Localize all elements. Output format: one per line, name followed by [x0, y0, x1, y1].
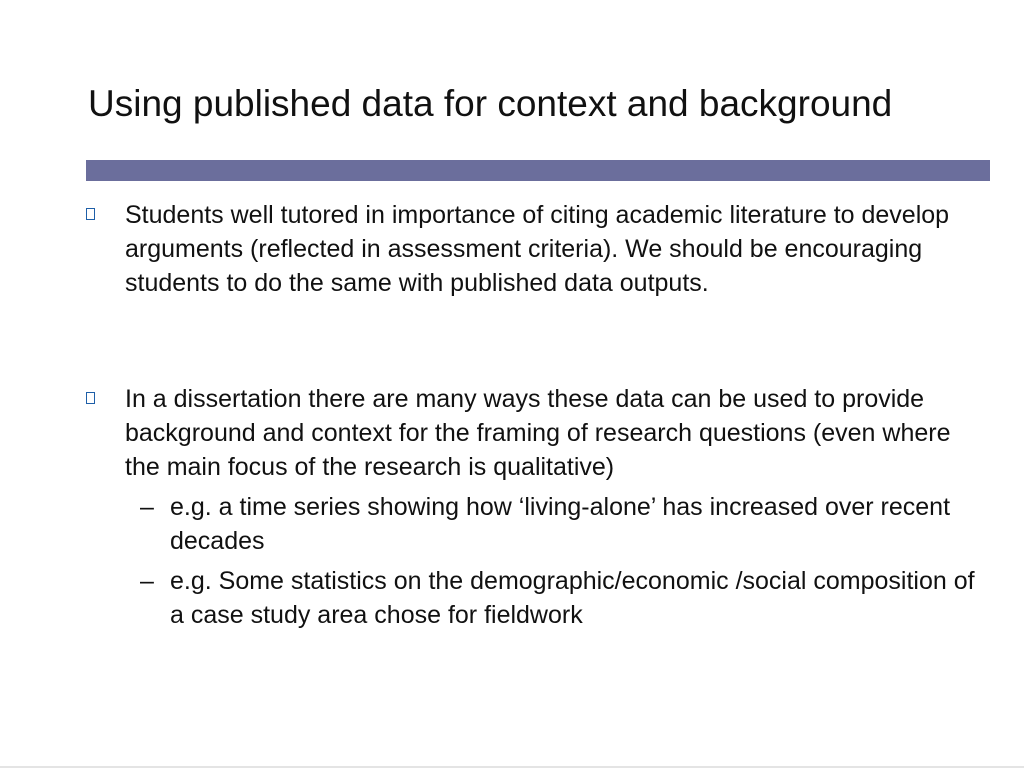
bullet-item-2	[0, 382, 1024, 632]
square-bullet-icon	[86, 208, 95, 220]
bullet-row	[0, 198, 965, 300]
sub-bullet-text: e.g. a time series showing how ‘living-alone’ has increased over recent decades	[170, 493, 951, 555]
bullet-text: Students well tutored in importance of citing academic literature to develop arguments (reflected in assessment criteria). We should be encouraging students to do the same with published data outputs.	[125, 201, 950, 297]
dash-bullet-icon: –	[140, 567, 154, 595]
sub-bullet-item	[0, 564, 980, 632]
bullet-text: In a dissertation there are many ways these data can be used to provide background and context for the framing of research questions (even where the main focus of the research is qualitative)	[125, 385, 951, 481]
bullet-row	[0, 382, 965, 484]
slide-title: Using published data for context and background	[88, 83, 893, 124]
bullet-item-1	[0, 198, 1024, 300]
sub-bullet-text: e.g. Some statistics on the demographic/economic /social composition of a case study area chose for fieldwork	[170, 567, 975, 629]
title-underline-bar	[86, 160, 990, 181]
dash-bullet-icon: –	[140, 493, 154, 521]
sub-bullet-item	[0, 490, 980, 558]
square-bullet-icon	[86, 392, 95, 404]
